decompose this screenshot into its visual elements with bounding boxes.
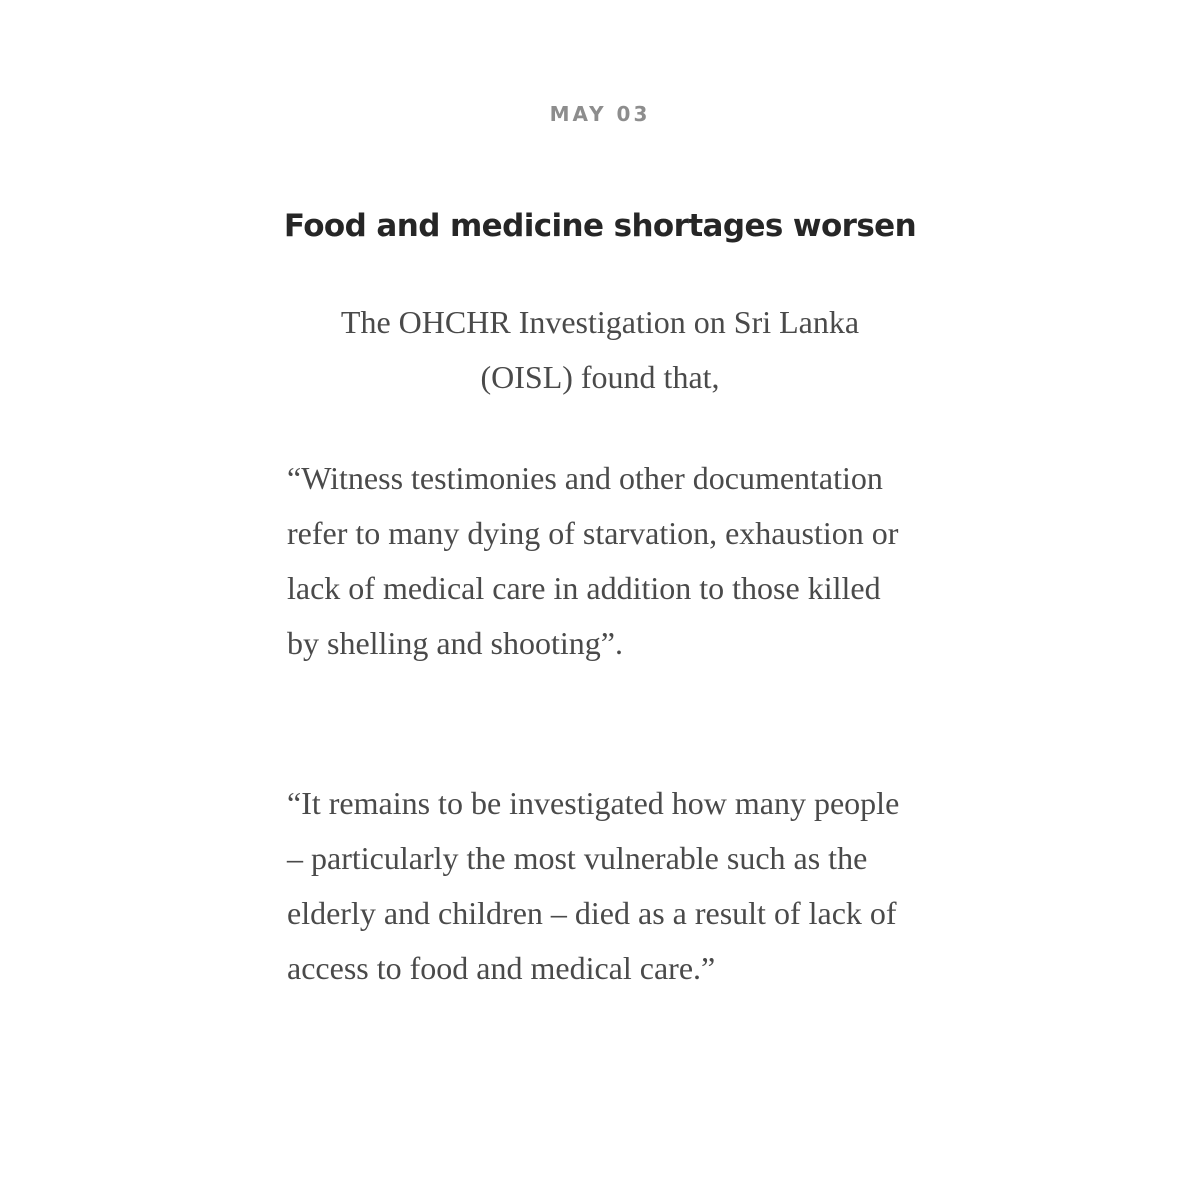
quote-paragraph-2: “It remains to be investigated how many people – particularly the most vulnerable such as the elderly and children – died as a result of lack of access to food and medical care.” (287, 785, 900, 986)
date-label: MAY 03 (549, 102, 651, 126)
headline: Food and medicine shortages worsen (283, 208, 917, 244)
quote-paragraph-1: “Witness testimonies and other documentation refer to many dying of starvation, exhaustion or lack of medical care in addition to those killed by shelling and shooting”. (287, 460, 899, 661)
intro-paragraph: The OHCHR Investigation on Sri Lanka (OISL) found that, (340, 304, 860, 395)
